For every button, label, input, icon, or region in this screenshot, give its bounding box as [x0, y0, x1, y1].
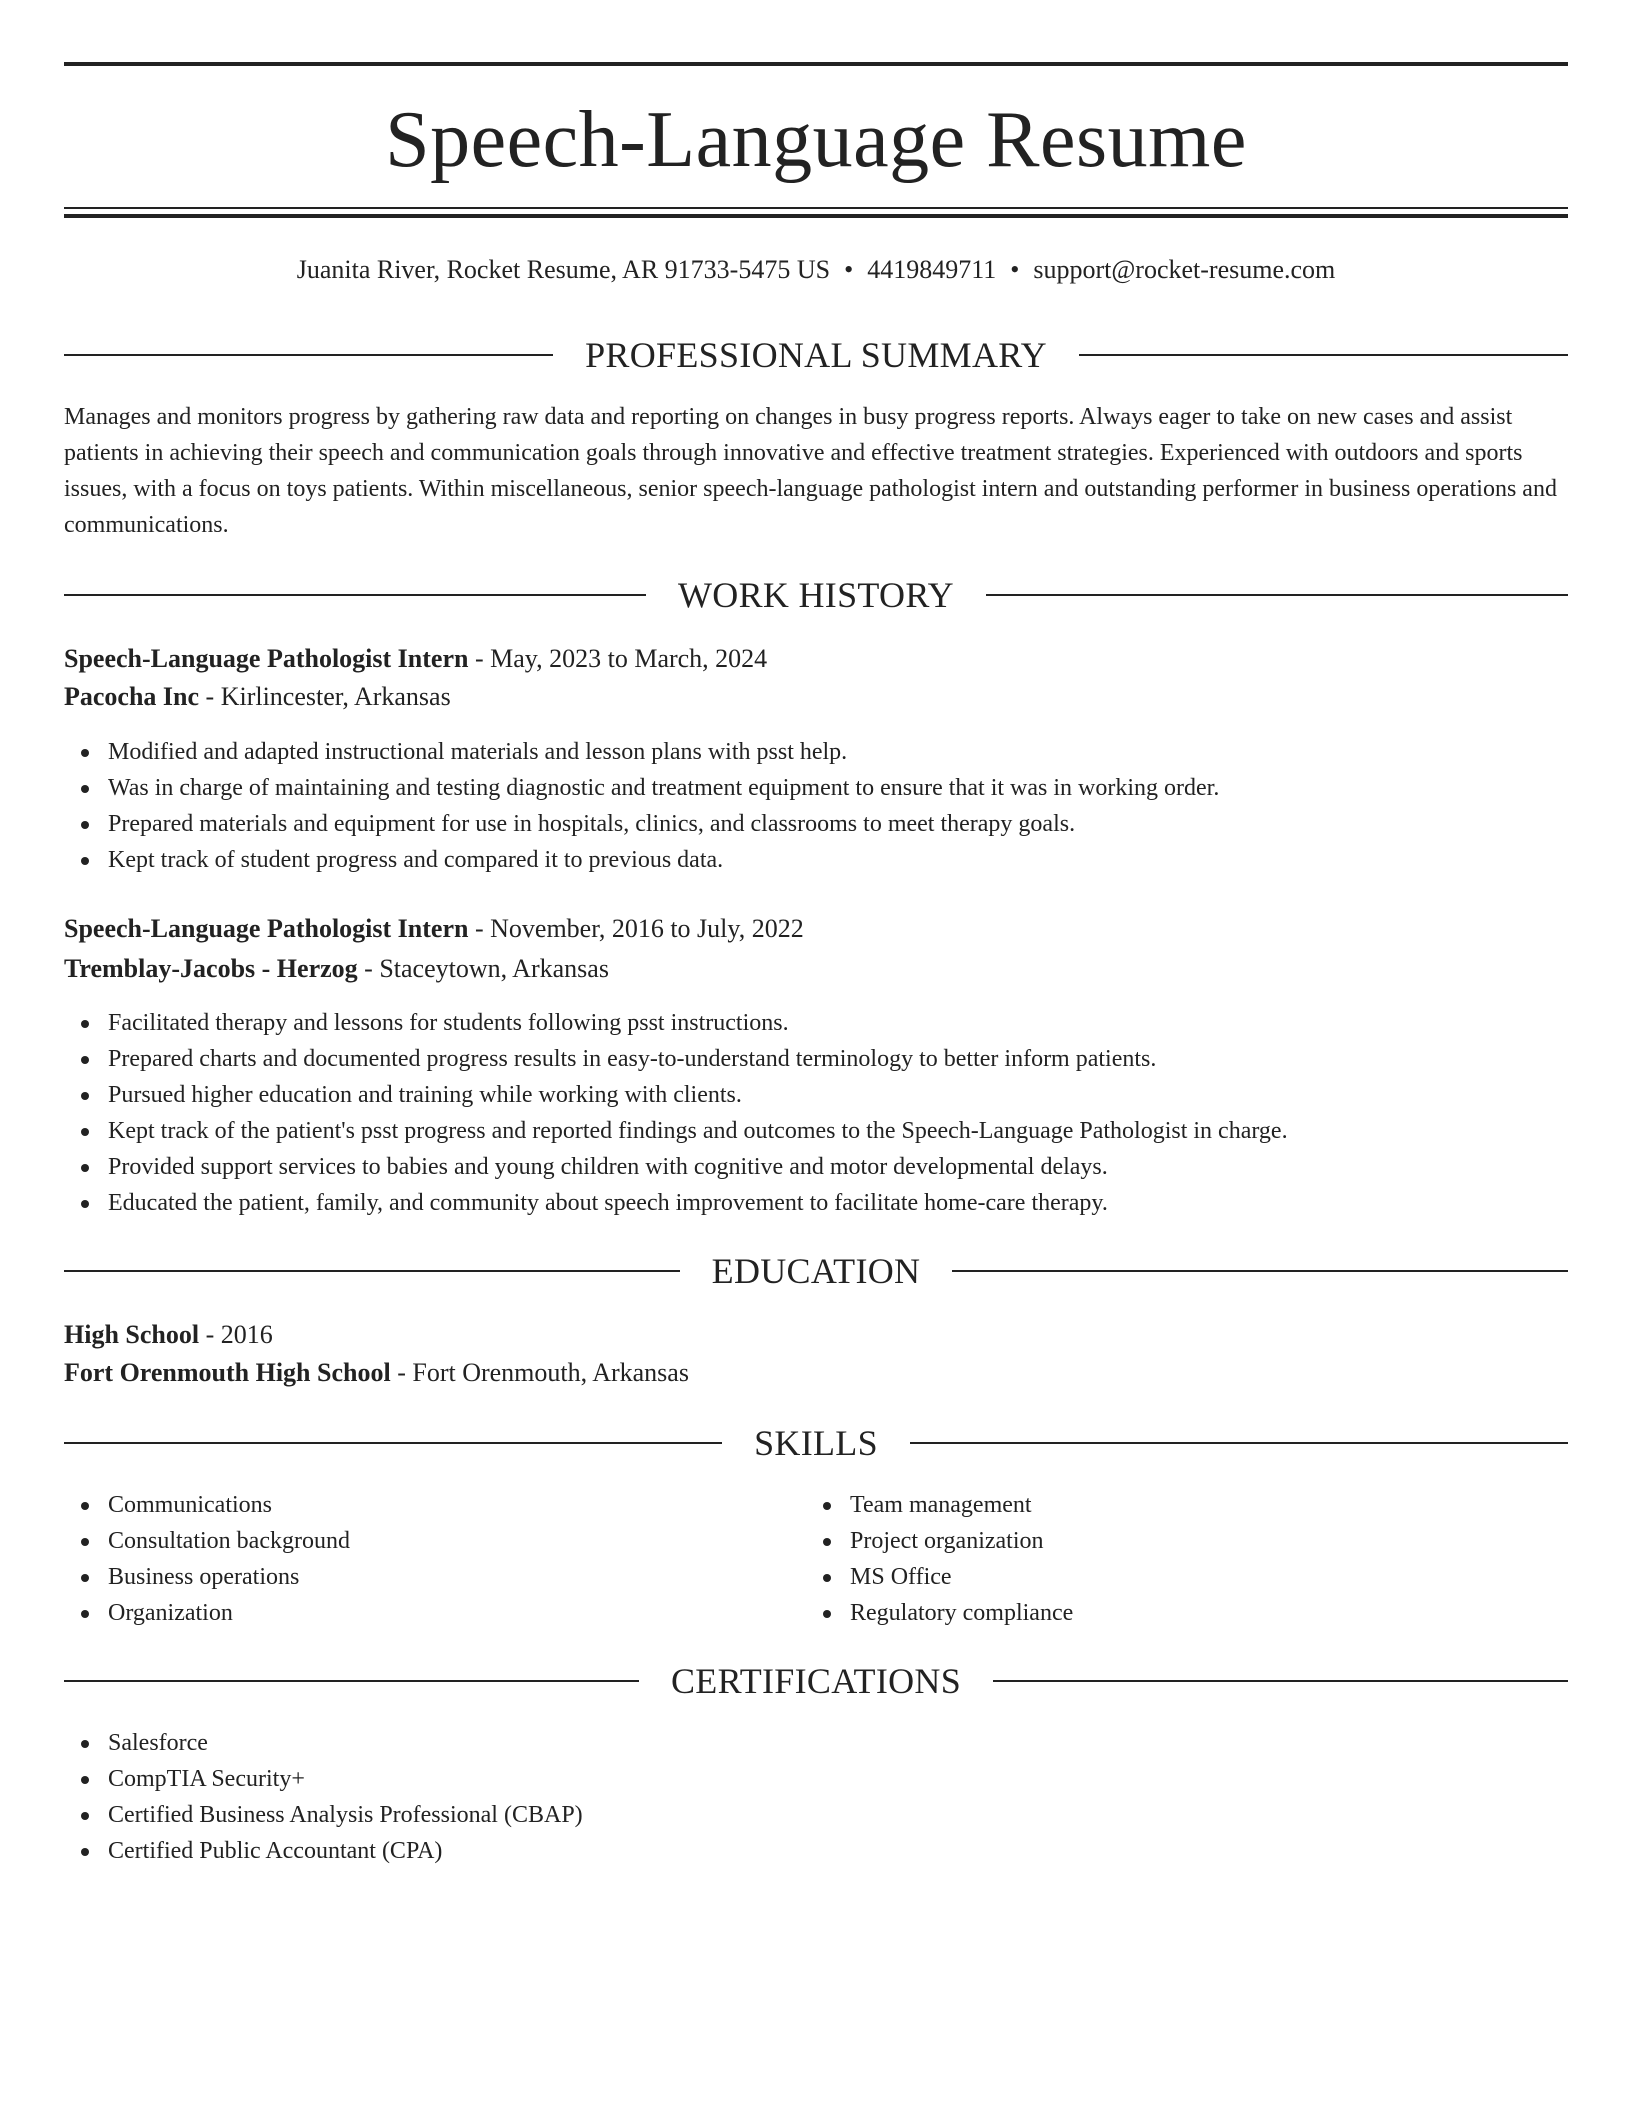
skill-item: Organization [64, 1595, 1568, 1631]
job-title-line [64, 640, 1568, 678]
job-bullet: Pursued higher education and training while working with clients. [64, 1077, 1568, 1113]
header-rule-lower [64, 214, 1568, 218]
job-bullet: Kept track of the patient's psst progress and reported findings and outcomes to the Speech-Language Pathologist in charge. [64, 1113, 1568, 1149]
education-school-line [64, 1354, 1568, 1392]
heading-rule-right [910, 1442, 1568, 1444]
certifications-list [64, 1725, 1568, 1869]
summary-text: Manages and monitors progress by gathering raw data and reporting on changes in busy progress reports. Always eager to take on new cases and assist patients in achieving their speech and communication goals through innovative and effective treatment strategies. Experienced with outdoors and sports issues, with a focus on toys patients. Within miscellaneous, senior speech-language pathologist intern and outstanding performer in business operations and communications. [64, 404, 1557, 538]
education-location: - Fort Orenmouth, Arkansas [397, 1358, 689, 1387]
education-degree-line [64, 1316, 1568, 1354]
job-bullet-list [64, 734, 1568, 878]
job-dates: - November, 2016 to July, 2022 [474, 914, 804, 943]
contact-phone: 4419849711 [867, 255, 997, 284]
heading-rule-left [64, 1442, 722, 1444]
education-degree: High School [64, 1320, 200, 1349]
job-title: Speech-Language Pathologist Intern [64, 644, 469, 673]
certification-item: Salesforce [64, 1725, 1568, 1761]
skill-item: Consultation background [64, 1523, 1568, 1559]
job-bullet: Prepared materials and equipment for use in hospitals, clinics, and classrooms to meet therapy goals. [64, 806, 1568, 842]
certification-item: Certified Public Accountant (CPA) [64, 1833, 1568, 1869]
contact-separator: • [844, 255, 854, 284]
education-heading-label: EDUCATION [711, 1251, 921, 1291]
skill-item: Team management [806, 1487, 1632, 1523]
job-location: - Kirlincester, Arkansas [205, 682, 451, 711]
header-rule-upper [64, 207, 1568, 209]
heading-rule-left [64, 594, 646, 596]
certifications-heading [64, 1659, 1568, 1703]
skill-item: Regulatory compliance [806, 1595, 1632, 1631]
heading-rule-left [64, 1680, 639, 1682]
job-dates: - May, 2023 to March, 2024 [474, 644, 768, 673]
job-bullet: Prepared charts and documented progress results in easy-to-understand terminology to better inform patients. [64, 1041, 1568, 1077]
education-school: Fort Orenmouth High School [64, 1358, 391, 1387]
contact-email: support@rocket-resume.com [1033, 255, 1336, 284]
certifications-heading-label: CERTIFICATIONS [670, 1661, 962, 1701]
job-bullet: Modified and adapted instructional materials and lesson plans with psst help. [64, 734, 1568, 770]
resume-title: Speech-Language Resume [385, 96, 1247, 184]
work-history-heading-label: WORK HISTORY [678, 575, 954, 615]
contact-separator: • [1010, 255, 1020, 284]
summary-heading-label: PROFESSIONAL SUMMARY [585, 335, 1047, 375]
contact-address: Juanita River, Rocket Resume, AR 91733-5475 US [296, 255, 831, 284]
job-title: Speech-Language Pathologist Intern [64, 914, 469, 943]
certification-item: Certified Business Analysis Professional (CBAP) [64, 1797, 1568, 1833]
skills-heading-label: SKILLS [754, 1423, 878, 1463]
skill-item: Business operations [64, 1559, 1568, 1595]
skill-item: Communications [64, 1487, 1568, 1523]
certification-item: CompTIA Security+ [64, 1761, 1568, 1797]
heading-rule-right [986, 594, 1568, 596]
job-title-line [64, 910, 1568, 948]
contact-line [64, 252, 1568, 288]
job-bullet: Was in charge of maintaining and testing diagnostic and treatment equipment to ensure that it was in working order. [64, 770, 1568, 806]
job-company-line [64, 678, 1568, 716]
summary-heading [64, 333, 1568, 377]
education-year: - 2016 [205, 1320, 273, 1349]
heading-rule-right [993, 1680, 1568, 1682]
skills-heading [64, 1421, 1568, 1465]
skill-item: Project organization [806, 1523, 1632, 1559]
skills-list-right [806, 1487, 1632, 1631]
job-bullet: Kept track of student progress and compared it to previous data. [64, 842, 1568, 878]
job-company-line [64, 950, 1568, 988]
work-history-heading [64, 573, 1568, 617]
job-location: - Staceytown, Arkansas [364, 954, 609, 983]
job-bullet-list [64, 1005, 1568, 1221]
job-bullet: Provided support services to babies and young children with cognitive and motor developmental delays. [64, 1149, 1568, 1185]
heading-rule-right [1079, 354, 1568, 356]
education-heading [64, 1249, 1568, 1293]
heading-rule-left [64, 354, 553, 356]
heading-rule-right [952, 1270, 1568, 1272]
job-bullet: Educated the patient, family, and community about speech improvement to facilitate home-care therapy. [64, 1185, 1568, 1221]
job-company: Tremblay-Jacobs - Herzog [64, 954, 358, 983]
heading-rule-left [64, 1270, 680, 1272]
job-bullet: Facilitated therapy and lessons for students following psst instructions. [64, 1005, 1568, 1041]
skill-item: MS Office [806, 1559, 1632, 1595]
header-top-rule [64, 62, 1568, 66]
job-company: Pacocha Inc [64, 682, 200, 711]
